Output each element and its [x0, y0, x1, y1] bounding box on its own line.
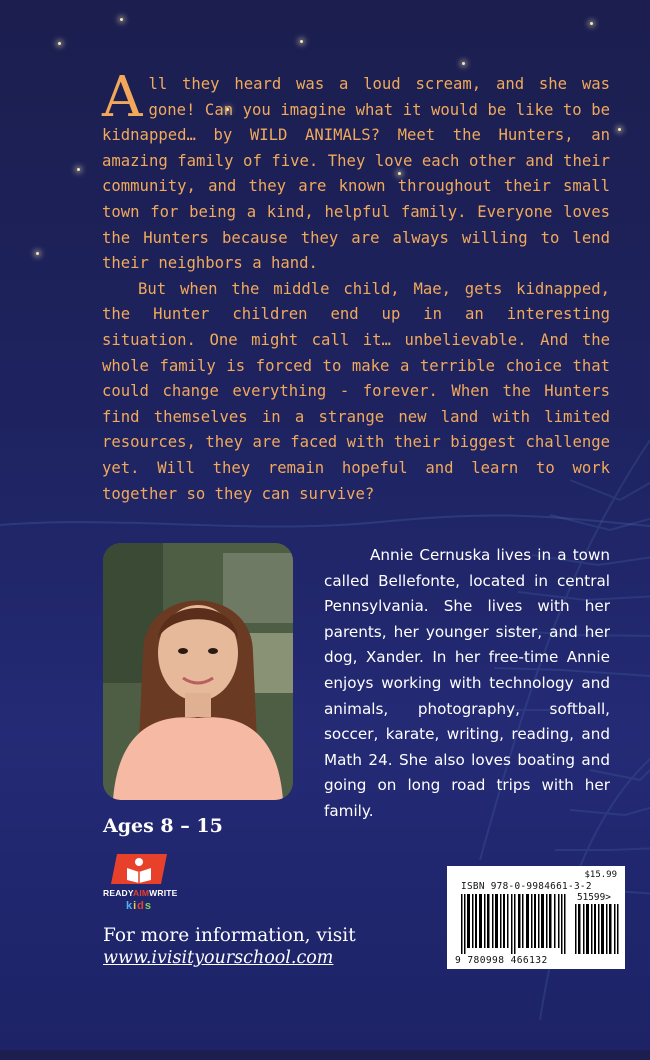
brand-write: WRITE — [149, 888, 178, 898]
barcode-bars — [461, 894, 566, 954]
blurb-paragraph-2: But when the middle child, Mae, gets kidnapped, the Hunter children end up in an interesting situation. One might call it… unbelievable. And the whole family is forced to make a terrible choice that could change everything - forever. When the Hunters find themselves in a strange new land with limited resources, they are faced with their biggest challenge yet. Will they remain hopeful and learn to work together so they can survive? — [102, 279, 610, 503]
addon-barcode-bars — [575, 904, 619, 954]
isbn-label: ISBN 978-0-9984661-3-2 — [461, 881, 592, 892]
book-blurb — [102, 65, 610, 507]
publisher-name — [103, 888, 178, 898]
isbn-barcode — [447, 866, 625, 969]
book-tag-icon — [109, 852, 169, 886]
price-label: $15.99 — [584, 870, 617, 880]
kids-letter: i — [133, 900, 138, 912]
blurb-paragraph-1 — [102, 65, 610, 277]
brand-ready: READY — [103, 888, 133, 898]
kids-letter: s — [144, 900, 153, 912]
kids-letter: d — [137, 900, 145, 912]
publisher-kids — [103, 900, 175, 912]
publisher-logo — [103, 852, 178, 918]
addon-code: 51599> — [577, 892, 611, 903]
more-info-text: For more information, visit — [103, 925, 356, 946]
blurb-paragraph-1-text: ll they heard was a loud scream, and she was gone! Can you imagine what it would be like to be kidnapped… by WILD ANIMALS? Meet the Hunters, an amazing family of five. They love each other and their community, and they are known throughout their small town for being a kind, helpful family. Everyone loves the Hunters because they are always willing to lend their neighbors a hand. — [102, 75, 610, 273]
kids-letter: k — [125, 900, 134, 912]
brand-aim: AIM — [132, 888, 150, 898]
author-bio: Annie Cernuska lives in a town called Bellefonte, located in central Pennsylvania. She lives with her parents, her younger sister, and her dog, Xander. In her free-time Annie enjoys working with technology and animals, photography, softball, soccer, karate, writing, reading, and Math 24. She also loves boating and going on long road trips with her family. — [324, 546, 610, 820]
drop-cap: A — [102, 65, 143, 130]
website-link[interactable]: www.ivisityourschool.com — [103, 948, 334, 968]
barcode-digits: 9 780998 466132 — [455, 955, 548, 966]
age-range: Ages 8 – 15 — [103, 815, 223, 837]
author-photo — [103, 543, 293, 800]
